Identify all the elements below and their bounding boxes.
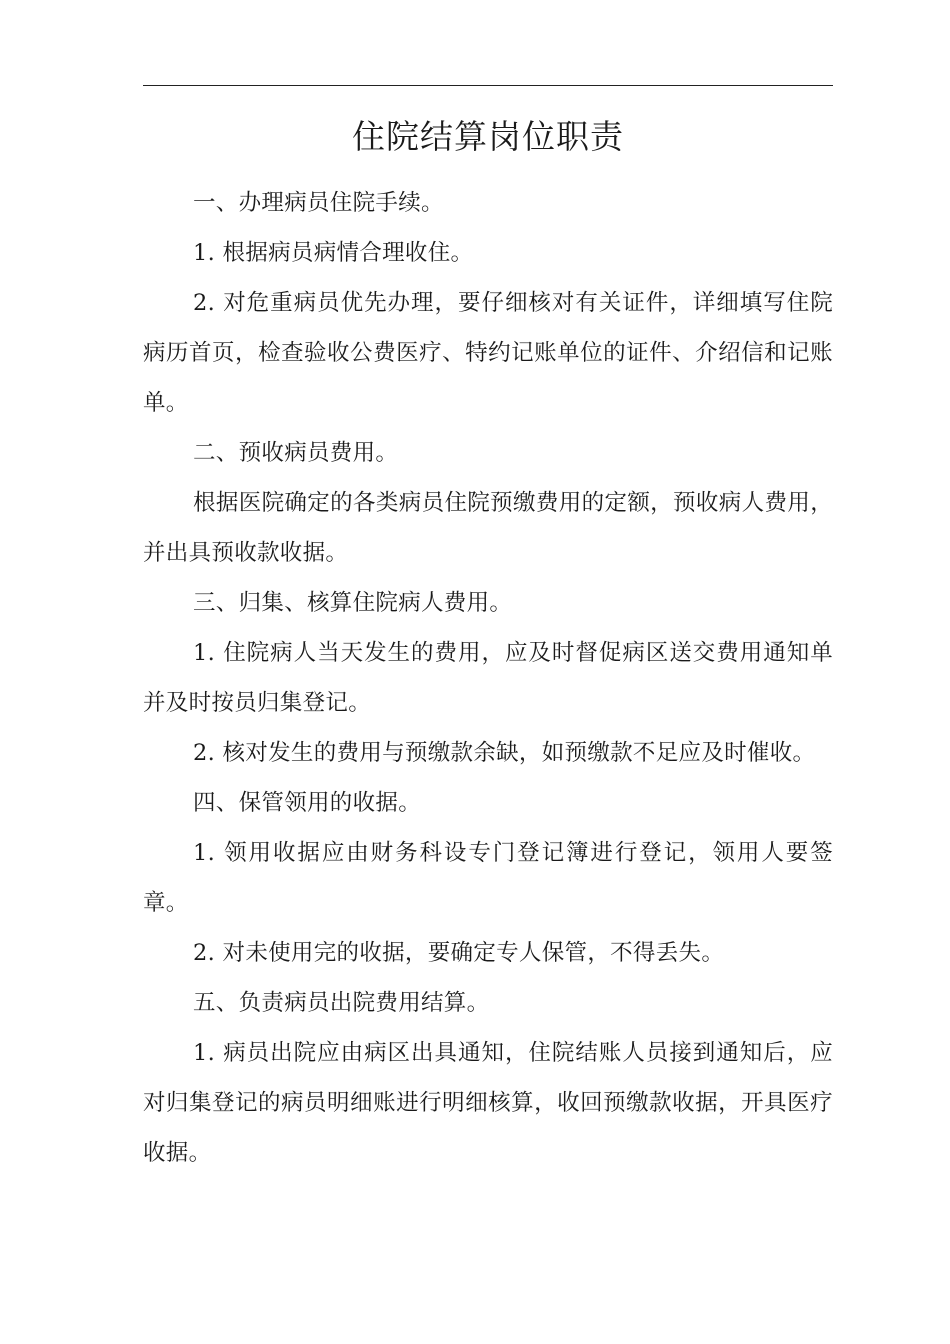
section-heading-3: 三、归集、核算住院病人费用。 [193,590,513,616]
section-heading-4: 四、保管领用的收据。 [193,790,422,816]
paragraph: 1. 领用收据应由财务科设专门登记簿进行登记，领用人要签章。 [143,840,833,916]
section-heading-1: 一、办理病员住院手续。 [193,190,444,216]
paragraph: 根据医院确定的各类病员住院预缴费用的定额，预收病人费用，并出具预收款收据。 [143,490,833,566]
paragraph: 2. 核对发生的费用与预缴款余缺，如预缴款不足应及时催收。 [193,740,816,766]
paragraph: 1. 根据病员病情合理收住。 [193,240,474,266]
section-heading-2: 二、预收病员费用。 [193,440,399,466]
section-heading-5: 五、负责病员出院费用结算。 [193,990,490,1016]
document-title: 住院结算岗位职责 [352,117,624,156]
paragraph: 2. 对危重病员优先办理，要仔细核对有关证件，详细填写住院病历首页，检查验收公费医疗、特约记账单位的证件、介绍信和记账单。 [143,290,833,416]
paragraph: 1. 病员出院应由病区出具通知，住院结账人员接到通知后，应对归集登记的病员明细账进行明细核算，收回预缴款收据，开具医疗收据。 [143,1040,833,1166]
paragraph: 2. 对未使用完的收据，要确定专人保管，不得丢失。 [193,940,725,966]
header-rule [143,85,833,86]
document-body [143,178,833,1178]
paragraph: 1. 住院病人当天发生的费用，应及时督促病区送交费用通知单并及时按员归集登记。 [143,640,833,716]
